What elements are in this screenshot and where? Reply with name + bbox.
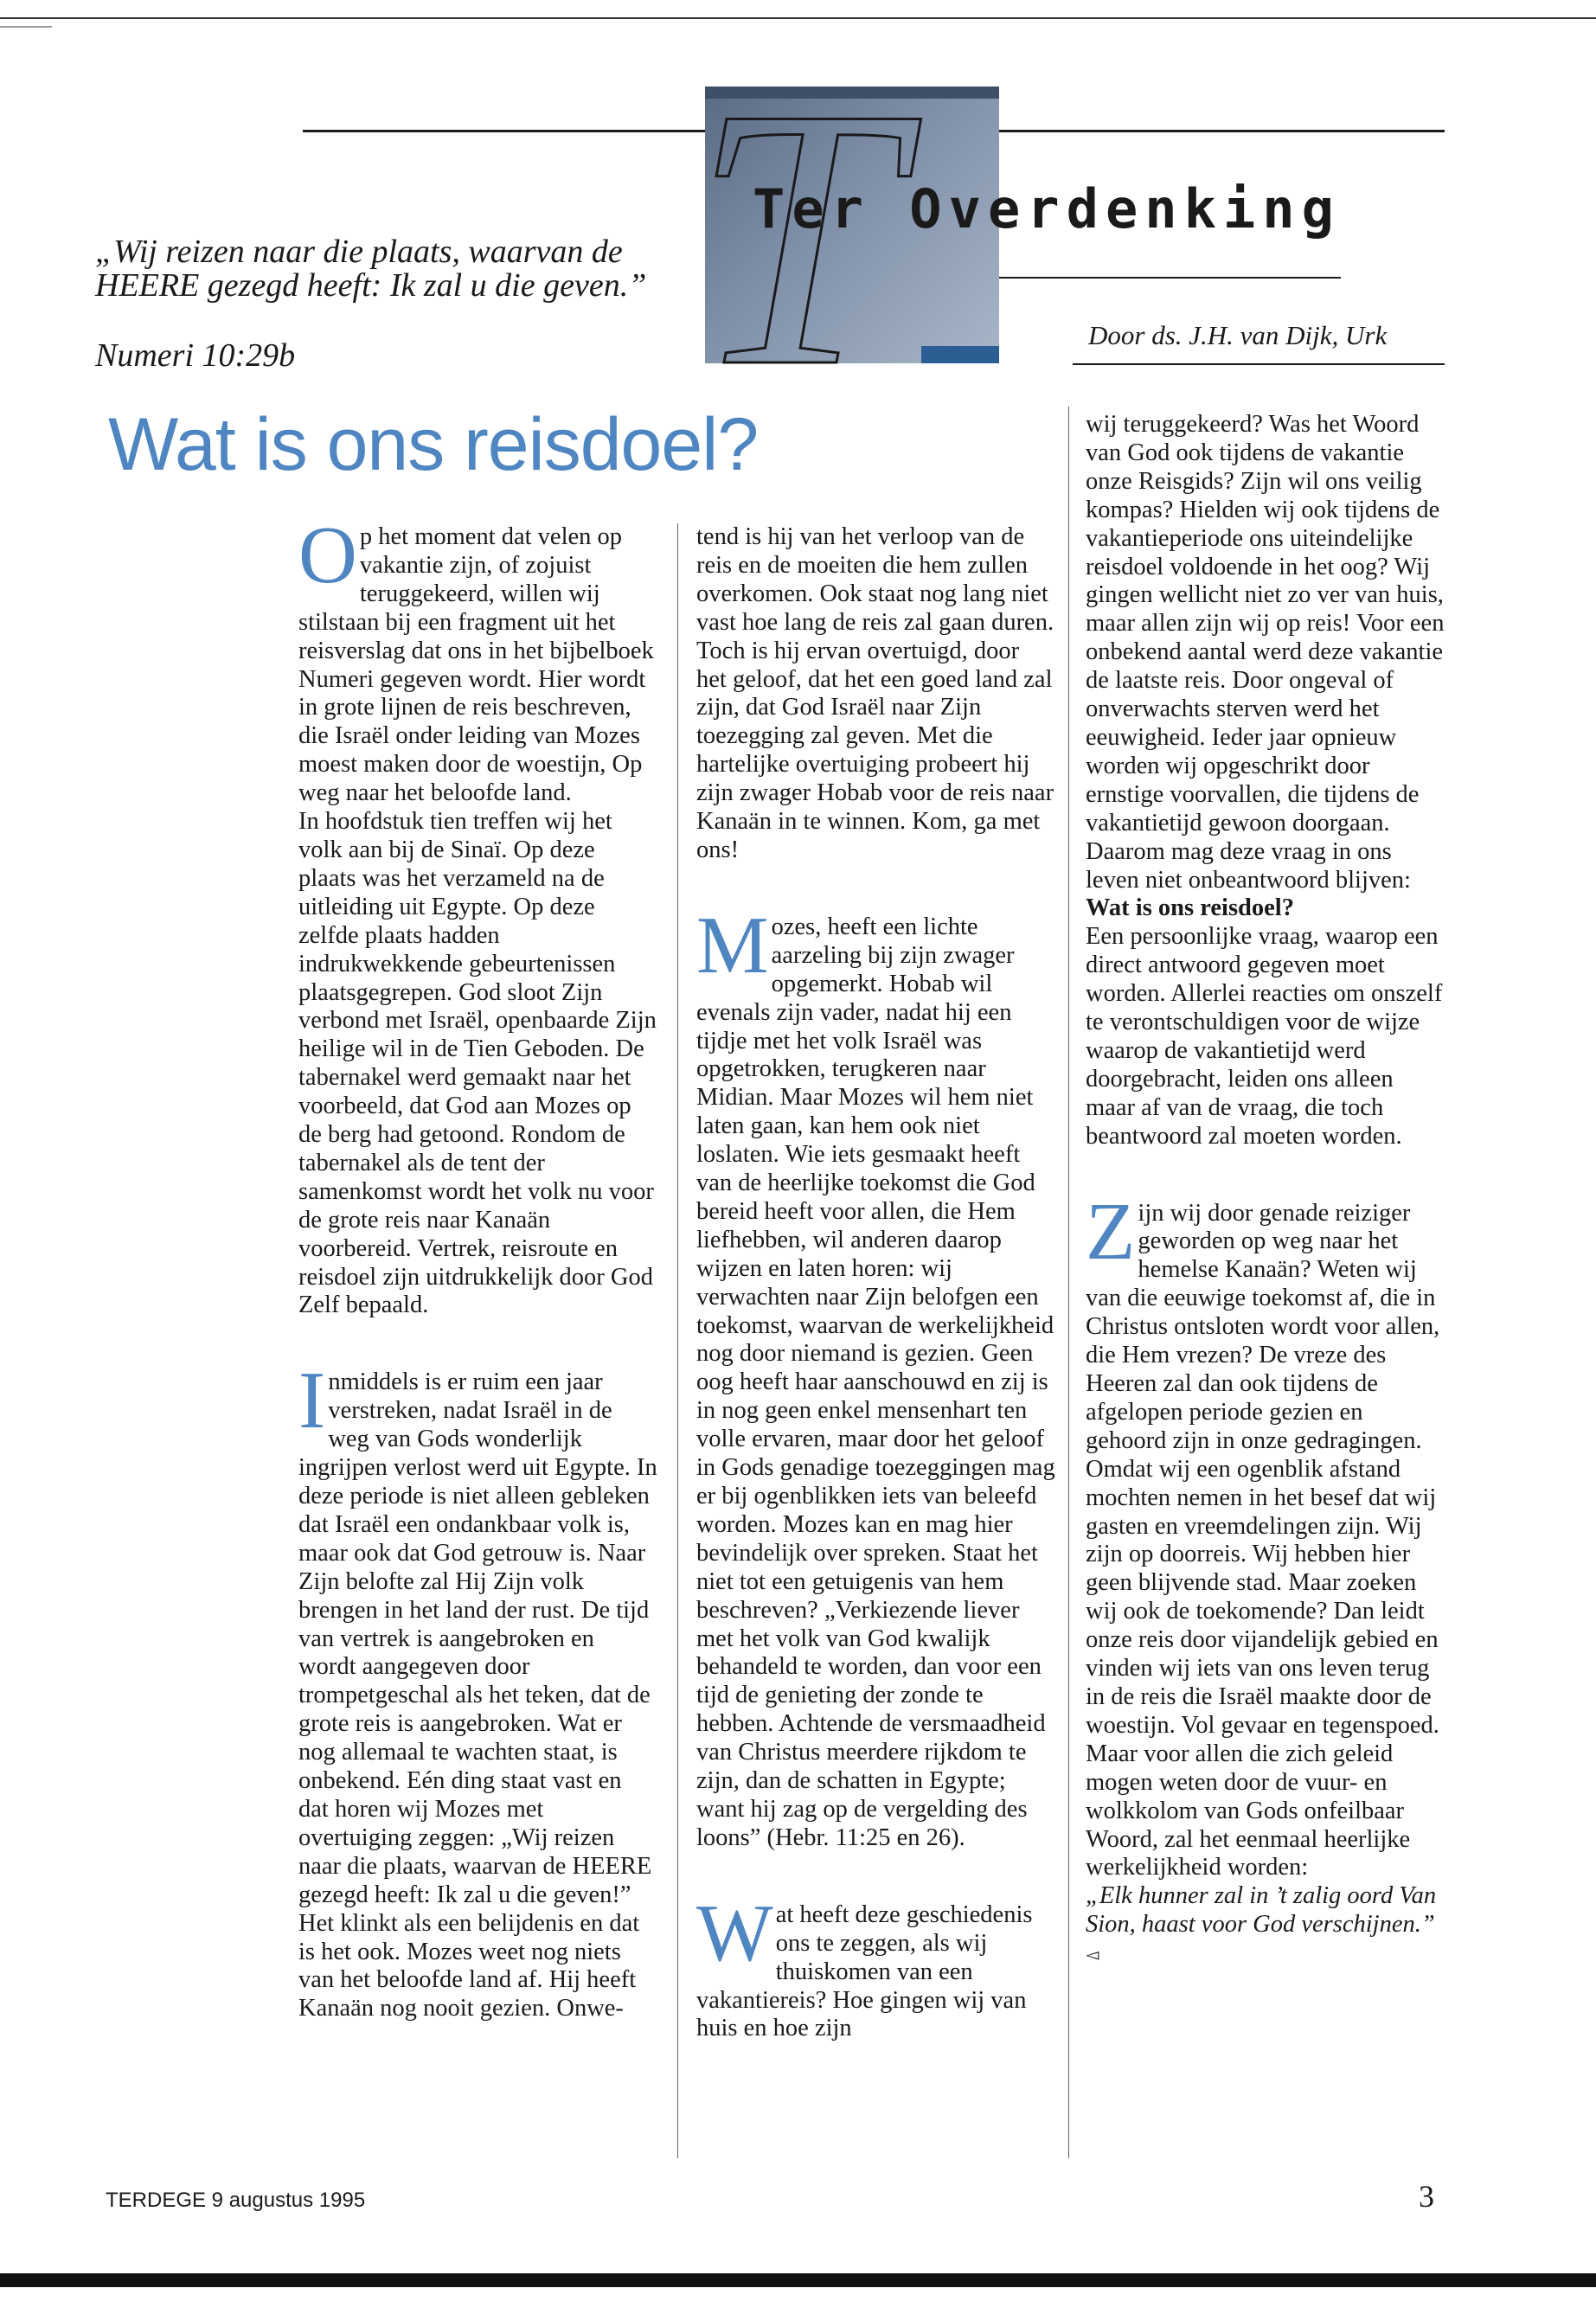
paragraph: In hoofdstuk tien treffen wij het volk aan bij de Sinaï. Op deze plaats was het verzameld na de uitleiding uit Egypte. Op deze zelfde plaats hadden indrukwekkende gebeurtenissen plaatsgegrepen. God sloot Zijn verbond met Israël, openbaarde Zijn heilige wil in de Tien Geboden. De tabernakel werd gemaakt naar het voorbeeld, dat God aan Mozes op de berg had getoond. Rondom de tabernakel als de tent der samenkomst wordt het volk nu voor de grote reis naar Kanaän voorbereid. Vertrek, reisroute en reisdoel zijn uitdrukkelijk door God Zelf bepaald. <box>298 808 657 1319</box>
article-column-1 <box>298 510 657 2023</box>
paragraph <box>696 900 1055 1853</box>
header-bible-reference: Numeri 10:29b <box>95 337 296 374</box>
closing-quote-text: „Elk hunner zal in ’t zalig oord Van Sion, haast voor God verschijnen.” <box>1086 1882 1437 1939</box>
bottom-border-band <box>0 2273 1596 2287</box>
article-column-3 <box>1086 411 1445 1970</box>
paragraph <box>1086 411 1445 923</box>
article-headline: Wat is ons reisdoel? <box>108 403 759 486</box>
drop-cap: W <box>696 1888 773 1978</box>
page-number: 3 <box>1419 2179 1434 2214</box>
rubric-initial-letter: T <box>692 32 900 444</box>
end-mark-icon: ◅ <box>1086 1945 1099 1965</box>
paragraph-text: nmiddels is er ruim een jaar verstreken, nadat Israël in de weg van Gods wonderlijk ingrijpen verlost werd uit Egypte. In deze periode is niet alleen gebleken dat Israël een ondankbaar volk is, maar ook dat God getrouw is. Naar Zijn belofte zal Hij Zijn volk brengen in het land der rust. De tijd van vertrek is aangebroken en wordt aangegeven door trompetgeschal als het teken, dat de grote reis is aangebroken. Wat er nog allemaal te wachten staat, is onbekend. Eén ding staat vast en dat horen wij Mozes met overtuiging zeggen: „Wij reizen naar die plaats, waarvan de HEERE gezegd heeft: Ik zal u die geven!” Het klinkt als een belijdenis en dat is het ook. Mozes weet nog niets van het beloofde land af. Hij heeft Kanaän nog nooit gezien. Onwe- <box>298 1368 657 2022</box>
header-rule-under-title <box>995 277 1341 279</box>
drop-cap: Z <box>1086 1186 1136 1277</box>
publication-footer: TERDEGE 9 augustus 1995 <box>106 2189 366 2212</box>
paragraph <box>298 510 657 808</box>
drop-cap: I <box>298 1356 326 1446</box>
paragraph-text: p het moment dat velen op vakantie zijn, of zojuist teruggekeerd, willen wij stilstaan bij een fragment uit het reisverslag dat ons in het bijbelboek Numeri gegeven wordt. Hier wordt in grote lijnen de reis beschreven, die Israël onder leiding van Mozes moest maken door de woestijn, Op weg naar het beloofde land. <box>298 523 654 807</box>
paragraph-text: at heeft deze geschiedenis ons te zeggen, als wij thuiskomen van een vakantiereis? Hoe gingen wij van huis en hoe zijn <box>696 1900 1033 2042</box>
paragraph <box>298 1356 657 2023</box>
article-author: Door ds. J.H. van Dijk, Urk <box>1088 320 1388 350</box>
header-bible-quote: „Wij reizen naar die plaats, waarvan de HEERE gezegd heeft: Ik zal u die geven.” <box>95 234 647 304</box>
article-column-2 <box>696 523 1055 2043</box>
paragraph <box>696 1888 1055 2044</box>
header-rule-right <box>995 130 1445 132</box>
paragraph: Een persoonlijke vraag, waarop een direct antwoord gegeven moet worden. Allerlei reacties om onszelf te verontschuldigen voor de wijze waarop de vakantietijd werd doorgebracht, leiden ons alleen maar af van de vraag, die toch beantwoord zal moeten worden. <box>1086 923 1443 1150</box>
header-rule-under-author <box>1073 363 1445 365</box>
paragraph-text: wij teruggekeerd? Was het Woord van God ook tijdens de vakantie onze Reisgids? Zijn wil ons veilig kompas? Hielden wij ook tijdens de vakantieperiode ons uiteindelijke reisdoel voldoende in het oog? Wij gingen wellicht niet zo ver van huis, maar allen zijn wij op reis! Voor een onbekend aantal werd deze vakantie de laatste reis. Door ongeval of onverwachts sterven werd het eeuwigheid. Ieder jaar opnieuw worden wij opgeschrikt door ernstige voorvallen, die tijdens de vakantietijd gewoon doorgaan. Daarom mag deze vraag in ons leven niet onbeantwoord blijven: <box>1086 411 1445 894</box>
column-divider-2 <box>1068 407 1069 2158</box>
rubric-box-blue-stripe <box>921 346 999 363</box>
paragraph: tend is hij van het verloop van de reis en de moeiten die hem zullen overkomen. Ook staat nog lang niet vast hoe lang de reis zal gaan duren. Toch is hij ervan overtuigd, door het geloof, dat het een goed land zal zijn, dat God Israël naar Zijn toezegging zal geven. Met die hartelijke overtuiging probeert hij zijn zwager Hobab voor de reis naar Kanaän in te winnen. Kom, ga met ons! <box>696 523 1054 863</box>
paragraph-text: ijn wij door genade reiziger geworden op weg naar het hemelse Kanaän? Weten wij van die eeuwige toekomst af, die in Christus ontsloten wordt voor allen, die Hem vrezen? De vreze des Heeren zal dan ook tijdens de afgelopen periode gezien en gehoord zijn in onze gedragingen. Omdat wij een ogenblik afstand mochten nemen in het besef dat wij gasten en vreemdelingen zijn. Wij zijn op doorreis. Wij hebben hier geen blijvende stad. Maar zoeken wij ook de toekomende? Dan leidt onze reis door vijandelijk gebied en vinden wij iets van ons leven terug in de reis die Israël maakte door de woestijn. Vol gevaar en tegenspoed. Maar voor allen die zich geleid mogen weten door de vuur- en wolkkolom van Gods onfeilbaar Woord, zal het eenmaal heerlijke werkelijkheid worden: <box>1086 1199 1440 1881</box>
column-divider-1 <box>677 523 678 2158</box>
key-question: Wat is ons reisdoel? <box>1086 894 1294 922</box>
drop-cap: M <box>696 900 769 990</box>
closing-quote <box>1086 1882 1445 1970</box>
top-border-line <box>0 17 1596 19</box>
drop-cap: O <box>298 510 357 600</box>
top-edge-mark <box>0 26 52 28</box>
paragraph-text: ozes, heeft een lichte aarzeling bij zijn zwager opgemerkt. Hobab wil evenals zijn vader, nadat hij een tijdje met het volk Israël was opgetrokken, terugkeren naar Midian. Maar Mozes wil hem niet laten gaan, kan hem ook niet loslaten. Wie iets gesmaakt heeft van de heerlijke toekomst die God bereid heeft voor allen, die Hem liefhebben, wil anderen daarop wijzen en laten horen: wij verwachten naar Zijn belofgen een toekomst, waarvan de werkelijkheid nog door niemand is gezien. Geen oog heeft haar aanschouwd en zij is in nog geen enkel mensenhart ten volle ervaren, maar door het geloof in Gods genadige toezeggingen mag er bij ogenblikken iets van beleefd worden. Mozes kan en mag hier bevindelijk over spreken. Staat het niet tot een getuigenis van hem beschreven? „Verkiezende liever met het volk van God kwalijk behandeld te worden, dan voor een tijd de genieting der zonde te hebben. Achtende de versmaadheid van Christus meerdere rijkdom te zijn, dan de schatten in Egypte; want hij zag op de vergelding des loons” (Hebr. 11:25 en 26). <box>696 913 1055 1851</box>
paragraph <box>1086 1186 1445 1883</box>
rubric-title: Ter Overdenking <box>753 177 1341 240</box>
header-rule-left <box>303 130 709 132</box>
